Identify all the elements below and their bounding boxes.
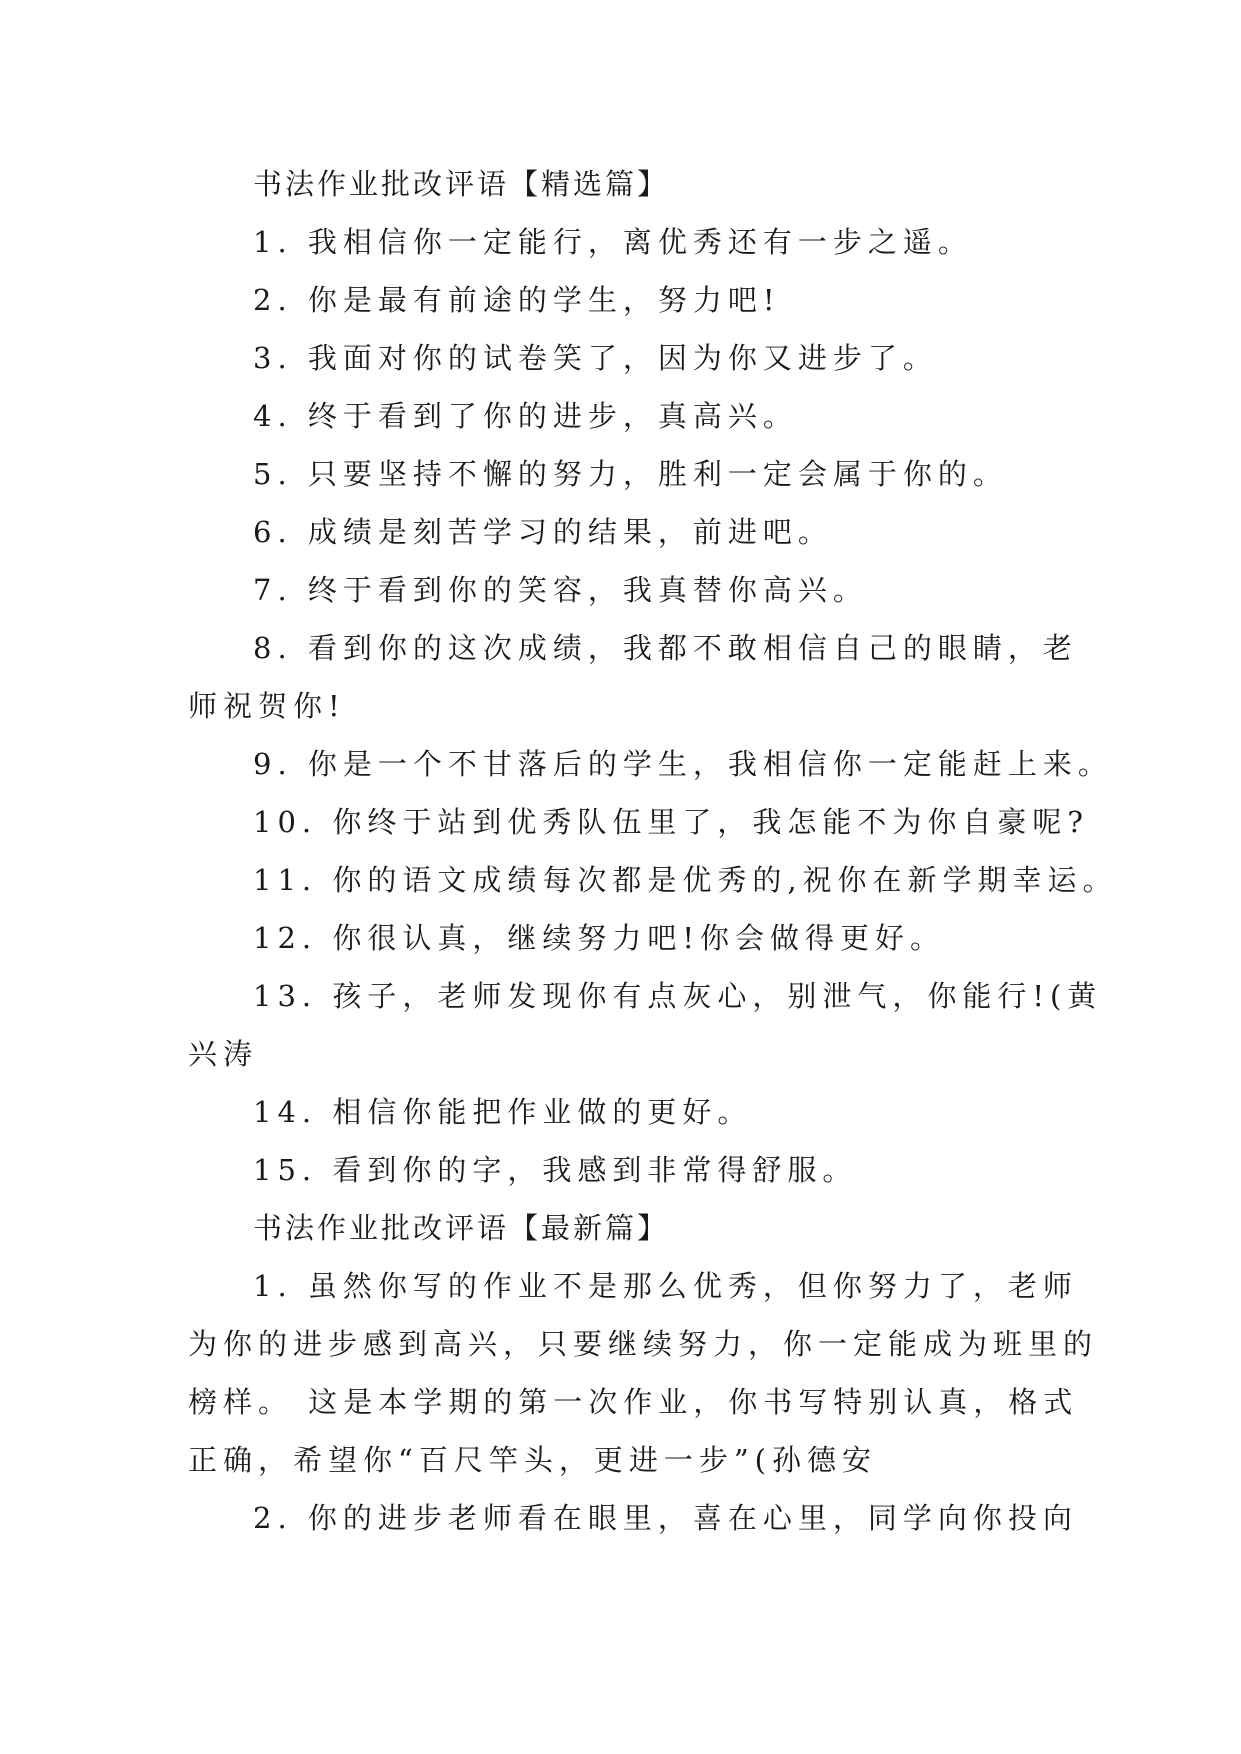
comment-line: 2. 你是最有前途的学生，努力吧! bbox=[253, 283, 781, 317]
comment-line: 6. 成绩是刻苦学习的结果，前进吧。 bbox=[253, 515, 833, 549]
comment-line-continued: 为你的进步感到高兴，只要继续努力，你一定能成为班里的 bbox=[188, 1327, 1099, 1361]
section-heading-latest: 书法作业批改评语【最新篇】 bbox=[253, 1211, 670, 1245]
comment-line: 1. 我相信你一定能行，离优秀还有一步之遥。 bbox=[253, 225, 973, 259]
comment-line-continued: 榜样。 这是本学期的第一次作业，你书写特别认真，格式 bbox=[188, 1385, 1079, 1419]
comment-line: 4. 终于看到了你的进步，真高兴。 bbox=[253, 399, 798, 433]
comment-line: 15. 看到你的字，我感到非常得舒服。 bbox=[253, 1153, 858, 1187]
comment-line: 9. 你是一个不甘落后的学生，我相信你一定能赶上来。 bbox=[253, 747, 1113, 781]
comment-line: 7. 终于看到你的笑容，我真替你高兴。 bbox=[253, 573, 868, 607]
comment-line: 12. 你很认真，继续努力吧!你会做得更好。 bbox=[253, 921, 945, 955]
comment-line-continued: 正确，希望你“百尺竿头，更进一步”(孙德安 bbox=[188, 1443, 877, 1477]
comment-line: 5. 只要坚持不懈的努力，胜利一定会属于你的。 bbox=[253, 457, 1008, 491]
comment-line-continued: 兴涛 bbox=[188, 1037, 259, 1071]
comment-line: 10. 你终于站到优秀队伍里了，我怎能不为你自豪呢? bbox=[253, 805, 1089, 839]
comment-line-continued: 师祝贺你! bbox=[188, 689, 346, 723]
comment-line: 3. 我面对你的试卷笑了，因为你又进步了。 bbox=[253, 341, 938, 375]
comment-line: 13. 孩子，老师发现你有点灰心，别泄气，你能行!(黄 bbox=[253, 979, 1103, 1013]
comment-line: 1. 虽然你写的作业不是那么优秀，但你努力了，老师 bbox=[253, 1269, 1078, 1303]
comment-line: 8. 看到你的这次成绩，我都不敢相信自己的眼睛，老 bbox=[253, 631, 1078, 665]
comment-line: 14. 相信你能把作业做的更好。 bbox=[253, 1095, 753, 1129]
comment-line: 11. 你的语文成绩每次都是优秀的,祝你在新学期幸运。 bbox=[253, 863, 1118, 897]
comment-line: 2. 你的进步老师看在眼里，喜在心里，同学向你投向 bbox=[253, 1501, 1078, 1535]
section-heading-selected: 书法作业批改评语【精选篇】 bbox=[253, 167, 670, 201]
